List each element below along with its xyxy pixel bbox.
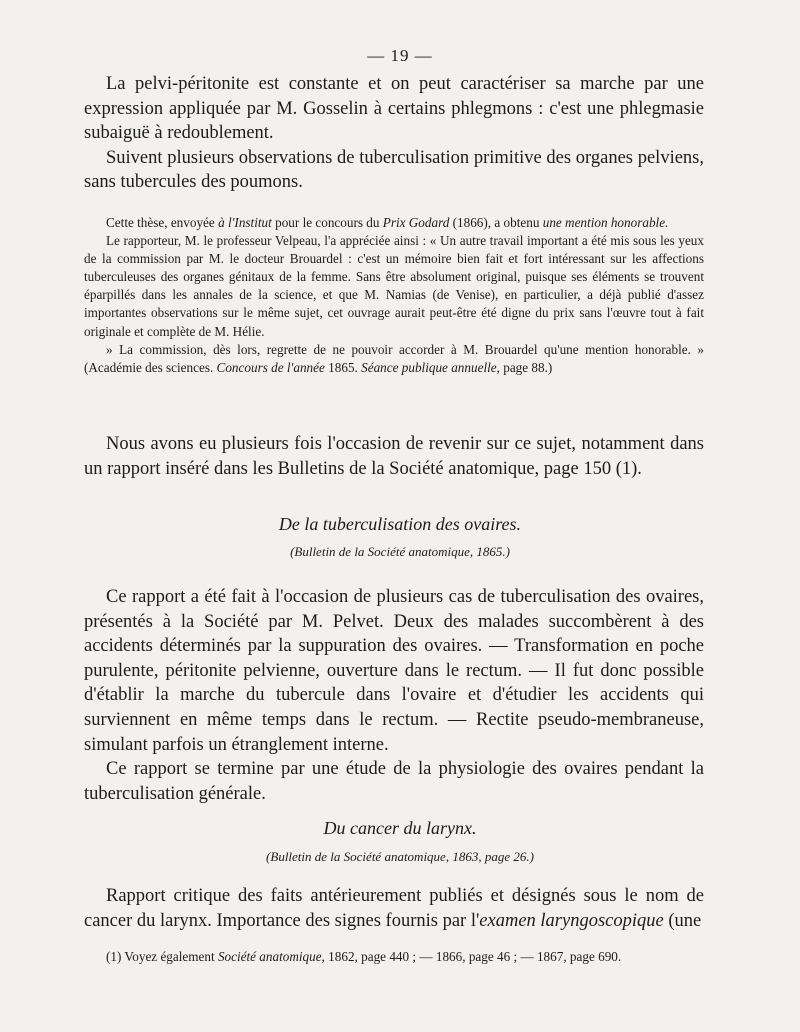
footnote-text: (1) Voyez également Société anatomique, 1862, page 440 ; — 1866, page 46 ; — 1867, page 690. <box>106 949 622 964</box>
note-paragraph-3: » La commission, dès lors, regrette de ne pouvoir accorder à M. Brouardel qu'une mention honorable. » (Académie des sciences. Concours de l'année 1865. Séance publique annuelle, page 88.) <box>84 341 704 375</box>
intro-paragraph-1: La pelvi-péritonite est constante et on peut caractériser sa marche par une expression appliquée par M. Gosselin à certains phlegmons : c'est une phlegmasie subaiguë à redoublement. <box>84 74 704 144</box>
page-number: — 19 — <box>367 46 433 65</box>
larynx-paragraph: Rapport critique des faits antérieurement publiés et désignés sous le nom de cancer du larynx. Importance des signes fournis par l'examen laryngoscopique (une <box>84 886 704 931</box>
section-ovaires-text <box>84 585 704 806</box>
note-block <box>84 214 704 377</box>
section-larynx-text <box>84 884 704 933</box>
section-citation-ovaires: (Bulletin de la Société anatomique, 1865.) <box>290 544 510 559</box>
section-heading-ovaires: De la tuberculisation des ovaires. <box>278 514 522 534</box>
ovaires-paragraph-1: Ce rapport a été fait à l'occasion de plusieurs cas de tuberculisation des ovaires, présentés à la Société par M. Pelvet. Deux des malades succombèrent à des accidents déterminés par la suppuration des ovaires. — Transformation en poche purulente, péritonite pelvienne, ouverture dans le rectum. — Il fut donc possible d'établir la marche du tubercule dans l'ovaire et d'étudier les accidents qui surviennent en même temps dans le rectum. — Rectite pseudo-membraneuse, simulant parfois un étranglement interne. <box>84 587 704 755</box>
ovaires-paragraph-2: Ce rapport se termine par une étude de la physiologie des ovaires pendant la tuberculisation générale. <box>84 759 704 804</box>
note-paragraph-1: Cette thèse, envoyée à l'Institut pour le concours du Prix Godard (1866), a obtenu une mention honorable. <box>106 215 669 230</box>
section-heading-larynx: Du cancer du larynx. <box>323 818 477 838</box>
section-citation-larynx: (Bulletin de la Société anatomique, 1863, page 26.) <box>266 849 534 864</box>
rapport-paragraph: Nous avons eu plusieurs fois l'occasion de revenir sur ce sujet, notamment dans un rapport inséré dans les Bulletins de la Société anatomique, page 150 (1). <box>84 434 704 479</box>
note-paragraph-2: Le rapporteur, M. le professeur Velpeau, l'a appréciée ainsi : « Un autre travail important a été mis sous les yeux de la commission par M. le docteur Brouardel : c'est un mémoire bien fait et fort intéressant sur les affections tuberculeuses des organes génitaux de la femme. Sans être absolument original, puisque ses éléments se trouvent éparpillés dans les annales de la science, et que M. Namias (de Venise), en particulier, a déjà publié d'assez importantes observations sur le même sujet, cet ouvrage aurait peut-être été digne du prix sans l'œuvre tout à fait originale et complète de M. Hélie. <box>84 233 704 339</box>
footnote <box>84 948 704 966</box>
intro-paragraph-2: Suivent plusieurs observations de tuberculisation primitive des organes pelviens, sans tubercules des poumons. <box>84 147 704 193</box>
rapport-paragraph-block <box>84 432 704 481</box>
intro-text <box>84 72 704 195</box>
